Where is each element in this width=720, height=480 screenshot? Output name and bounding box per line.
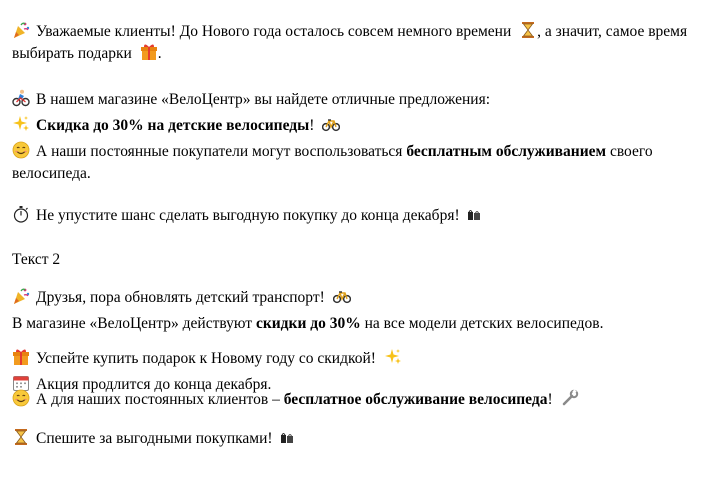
gift-icon [12, 348, 30, 366]
shopping-icon [467, 209, 481, 221]
shop-discount-text-start: В магазине «ВелоЦентр» действуют [12, 315, 253, 332]
smiling-face-icon [12, 389, 30, 407]
gift-line [12, 348, 712, 370]
wrench-icon [561, 389, 579, 407]
friends-text: Друзья, пора обновлять детский транспорт! [36, 289, 325, 306]
hourglass-icon [519, 21, 537, 39]
bicycle-icon [333, 287, 351, 305]
gift-text: Успейте купить подарок к Новому году со скидкой! [36, 350, 376, 367]
smiling-face-icon [12, 141, 30, 159]
text-2-heading-text: Текст 2 [12, 251, 61, 268]
loyal-clients-bold: бесплатное обслуживание велосипеда [283, 391, 548, 408]
shop-discount-line [12, 313, 712, 335]
shop-discount-text-end: на все модели детских велосипедов. [364, 315, 604, 332]
friends-line [12, 287, 712, 309]
bicycle-icon [322, 115, 340, 133]
shopping-icon [280, 432, 294, 444]
hurry-shopping-text: Спешите за выгодными покупками! [36, 430, 273, 447]
hurry-line [12, 205, 712, 227]
promo-text: Акция продлится до конца декабря. [36, 376, 272, 393]
loyal-text-end: своего велосипеда. [12, 143, 653, 182]
hurry-text: Не упустите шанс сделать выгодную покупку до конца декабря! [36, 207, 460, 224]
sparkles-icon [384, 348, 402, 366]
greeting-text-middle: , а значит, самое время выбирать подарки [12, 23, 688, 62]
loyal-clients-line [12, 389, 712, 411]
hurry-shopping-line [12, 428, 712, 450]
party-popper-icon [12, 287, 30, 305]
loyal-bold-text: бесплатным обслуживанием [406, 143, 607, 160]
shop-intro-text: В нашем магазине «ВелоЦентр» вы найдете отличные предложения: [36, 91, 491, 108]
party-popper-icon [12, 21, 30, 39]
stopwatch-icon [12, 205, 30, 223]
greeting-text-end: . [157, 45, 162, 62]
loyal-clients-end: ! [547, 391, 553, 408]
discount-line [12, 115, 712, 137]
shop-discount-bold: скидки до 30% [255, 315, 361, 332]
shop-intro-line [12, 89, 712, 111]
sparkles-icon [12, 115, 30, 133]
text-2-heading [12, 249, 712, 271]
hourglass-icon [12, 428, 30, 446]
cyclist-icon [12, 89, 30, 107]
loyal-clients-text-start: А для наших постоянных клиентов – [36, 391, 280, 408]
greeting-paragraph [12, 21, 712, 65]
loyal-customers-paragraph [12, 141, 712, 185]
gift-icon [140, 43, 158, 61]
loyal-text-start: А наши постоянные покупатели могут воспользоваться [36, 143, 403, 160]
discount-end: ! [309, 117, 315, 134]
discount-bold-text: Скидка до 30% на детские велосипеды [36, 117, 310, 134]
greeting-text-start: Уважаемые клиенты! До Нового года осталось совсем немного времени [36, 23, 512, 40]
